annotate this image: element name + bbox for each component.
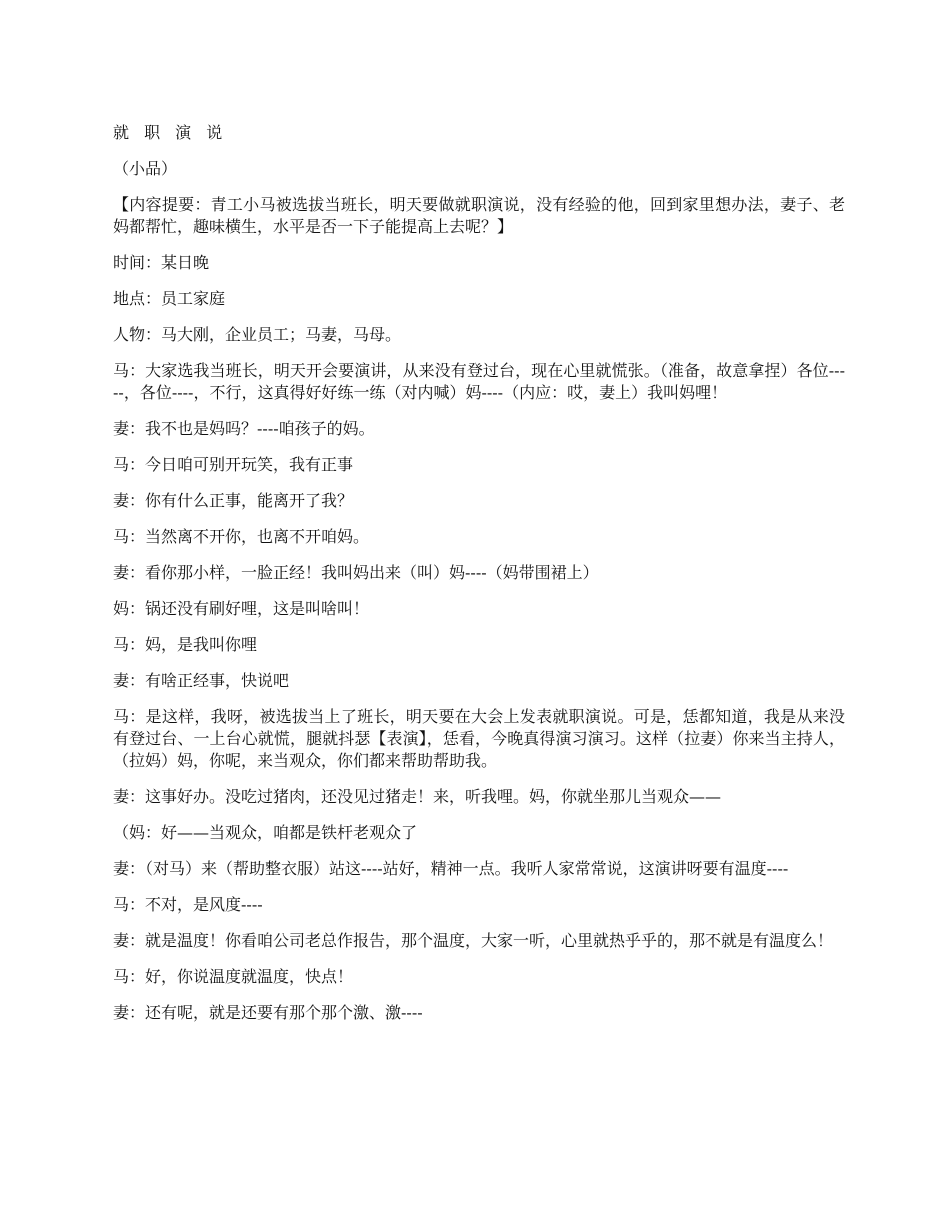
dialogue-line: 妻：（对马）来（帮助整衣服）站这----站好，精神一点。我听人家常常说，这演讲呀要有温度---- — [113, 859, 789, 878]
dialogue-line: 妈：锅还没有刷好哩，这是叫啥叫！ — [113, 599, 370, 618]
document-title: 就 职 演 说 — [113, 123, 228, 142]
dialogue-line: （妈：好——当观众，咱都是铁杆老观众了 — [113, 823, 418, 842]
dialogue-line: 马：好，你说温度就温度，快点！ — [113, 967, 354, 986]
place-line: 地点：员工家庭 — [113, 289, 226, 308]
dialogue-line: 马：当然离不开你，也离不开咱妈。 — [113, 527, 370, 546]
dialogue-line: 妻：就是温度！你看咱公司老总作报告，那个温度，大家一听，心里就热乎乎的，那不就是有温度么！ — [113, 931, 834, 950]
dialogue-line: 马：妈，是我叫你哩 — [113, 635, 258, 654]
dialogue-line: 马：是这样，我呀，被选拔当上了班长，明天要在大会上发表就职演说。可是，恁都知道，我是从来没有登过台、一上台心就慌，腿就抖瑟【表演】，恁看，今晚真得演习演习。这样（拉妻）你来当主持人，（拉妈）妈，你呢，来当观众，你们都来帮助帮助我。 — [113, 707, 845, 770]
dialogue-line: 马：今日咱可别开玩笑，我有正事 — [113, 455, 354, 474]
document-body — [113, 122, 845, 1038]
characters-line: 人物：马大刚，企业员工；马妻，马母。 — [113, 325, 402, 344]
dialogue-line: 妻：看你那小样，一脸正经！我叫妈出来（叫）妈----（妈带围裙上） — [113, 563, 599, 582]
summary-paragraph: 【内容提要：青工小马被选拔当班长，明天要做就职演说，没有经验的他，回到家里想办法，妻子、老妈都帮忙，趣味横生，水平是否一下子能提高上去呢？】 — [113, 195, 845, 236]
dialogue-line: 妻：你有什么正事，能离开了我？ — [113, 491, 354, 510]
dialogue-line: 妻：我不也是妈吗？----咱孩子的妈。 — [113, 419, 375, 438]
dialogue-line: 妻：这事好办。没吃过猪肉，还没见过猪走！来，听我哩。妈，你就坐那儿当观众—— — [113, 787, 722, 806]
dialogue-line: 马：大家选我当班长，明天开会要演讲，从来没有登过台，现在心里就慌张。（准备，故意拿捏）各位-----，各位----，不行，这真得好好练一练（对内喊）妈----（内应：哎，妻上）我叫妈哩！ — [113, 361, 845, 402]
dialogue-line: 妻：有啥正经事，快说吧 — [113, 671, 290, 690]
dialogue-line: 马：不对，是风度---- — [113, 895, 263, 914]
dialogue-line: 妻：还有呢，就是还要有那个那个激、激---- — [113, 1003, 423, 1022]
document-subtitle: （小品） — [113, 159, 178, 178]
time-line: 时间：某日晚 — [113, 253, 210, 272]
